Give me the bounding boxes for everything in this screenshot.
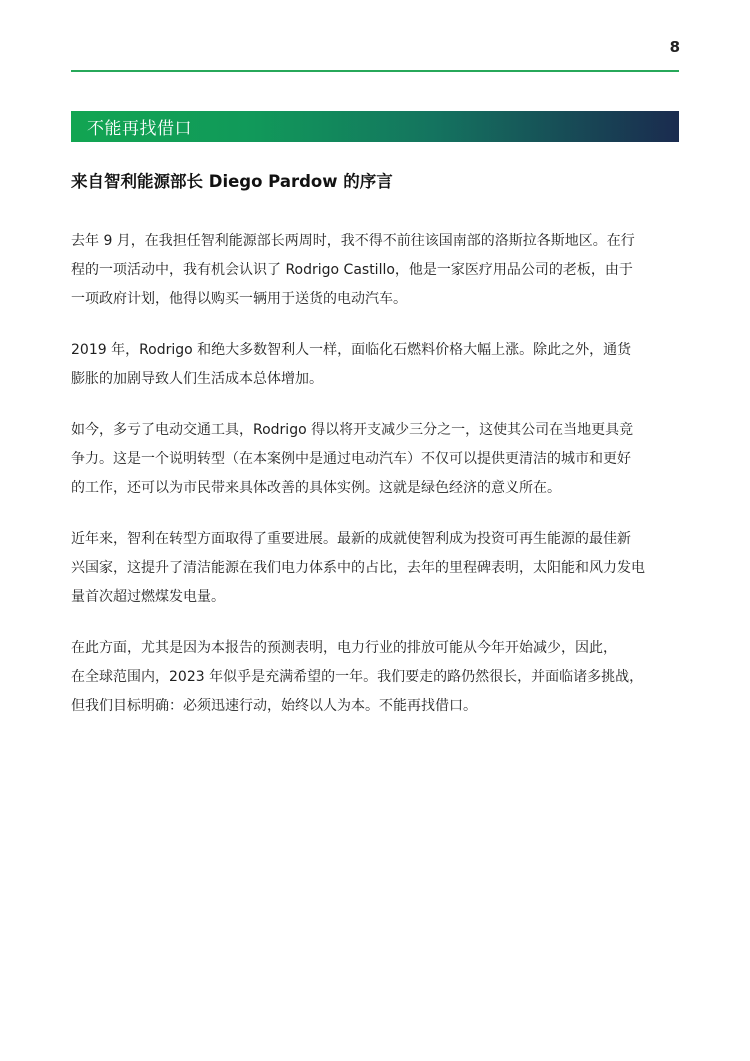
- text-line: 争力。这是一个说明转型（在本案例中是通过电动汽车）不仅可以提供更清洁的城市和更好: [71, 451, 631, 467]
- text-line: 的工作，还可以为市民带来具体改善的具体实例。这就是绿色经济的意义所在。: [71, 480, 561, 496]
- paragraph: [71, 634, 679, 721]
- paragraph: [71, 525, 679, 612]
- text-line: 膨胀的加剧导致人们生活成本总体增加。: [71, 371, 323, 387]
- text-line: 近年来，智利在转型方面取得了重要进展。最新的成就使智利成为投资可再生能源的最佳新: [71, 531, 631, 547]
- text-line: 去年 9 月，在我担任智利能源部长两周时，我不得不前往该国南部的洛斯拉各斯地区。在行: [71, 233, 635, 249]
- paragraph: [71, 416, 679, 503]
- section-banner: [71, 111, 679, 142]
- section-title: 不能再找借口: [87, 119, 192, 139]
- text-line: 如今，多亏了电动交通工具，Rodrigo 得以将开支减少三分之一，这使其公司在当地更具竞: [71, 422, 634, 438]
- body-text: [71, 227, 679, 743]
- text-line: 兴国家，这提升了清洁能源在我们电力体系中的占比，去年的里程碑表明，太阳能和风力发电: [71, 560, 645, 576]
- header-divider: [71, 70, 679, 72]
- section-subtitle: 来自智利能源部长 Diego Pardow 的序言: [71, 172, 393, 191]
- text-line: 但我们目标明确：必须迅速行动，始终以人为本。不能再找借口。: [71, 698, 477, 714]
- text-line: 2019 年，Rodrigo 和绝大多数智利人一样，面临化石燃料价格大幅上涨。除此之外，通货: [71, 342, 632, 358]
- text-line: 一项政府计划，他得以购买一辆用于送货的电动汽车。: [71, 291, 407, 307]
- text-line: 在全球范围内，2023 年似乎是充满希望的一年。我们要走的路仍然很长，并面临诸多挑战，: [71, 669, 644, 685]
- text-line: 在此方面，尤其是因为本报告的预测表明，电力行业的排放可能从今年开始减少，因此，: [71, 640, 617, 656]
- text-line: 量首次超过燃煤发电量。: [71, 589, 225, 605]
- paragraph: [71, 227, 679, 314]
- text-line: 程的一项活动中，我有机会认识了 Rodrigo Castillo，他是一家医疗用品公司的老板，由于: [71, 262, 633, 278]
- page-number: 8: [669, 38, 680, 56]
- paragraph: [71, 336, 679, 394]
